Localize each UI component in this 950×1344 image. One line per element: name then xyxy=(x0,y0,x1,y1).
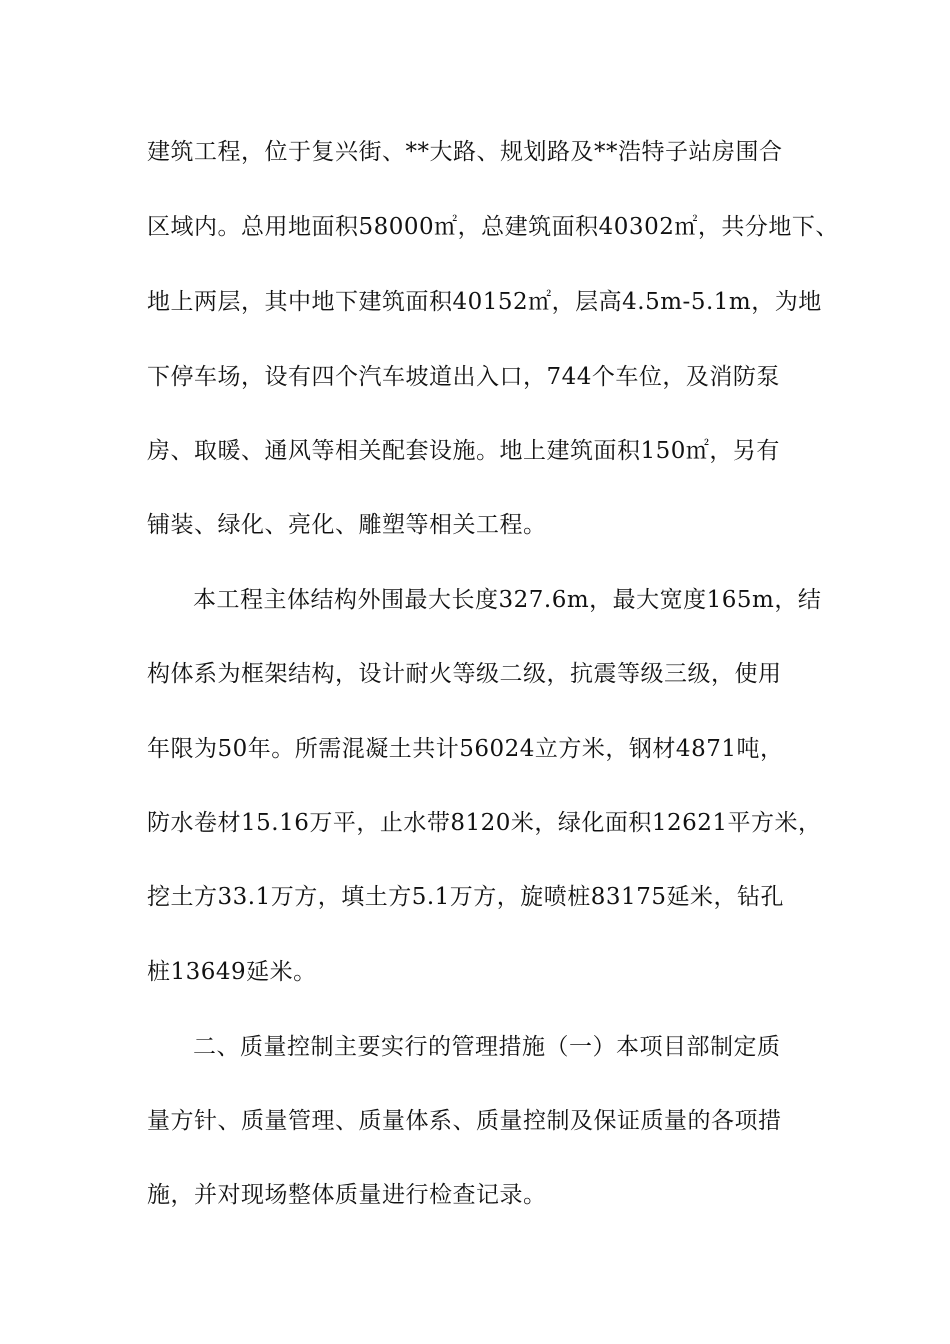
paragraph-2-line-5: 挖土方33.1万方，填土方5.1万方，旋喷桩83175延米，钻孔 xyxy=(147,884,784,910)
paragraph-1-line-5: 房、取暖、通风等相关配套设施。地上建筑面积150㎡，另有 xyxy=(147,438,780,464)
paragraph-3-line-2: 量方针、质量管理、质量体系、质量控制及保证质量的各项措 xyxy=(147,1108,782,1134)
paragraph-2-line-2: 构体系为框架结构，设计耐火等级二级，抗震等级三级，使用 xyxy=(147,661,782,687)
paragraph-1-line-6: 铺装、绿化、亮化、雕塑等相关工程。 xyxy=(147,512,547,538)
paragraph-2-line-1: 本工程主体结构外围最大长度327.6m，最大宽度165m，结 xyxy=(193,587,822,613)
paragraph-1-line-1: 建筑工程，位于复兴街、**大路、规划路及**浩特子站房围合 xyxy=(147,139,783,165)
paragraph-2-line-6: 桩13649延米。 xyxy=(147,959,317,985)
paragraph-2-line-3: 年限为50年。所需混凝土共计56024立方米，钢材4871吨， xyxy=(147,736,784,762)
paragraph-2-line-4: 防水卷材15.16万平，止水带8120米，绿化面积12621平方米， xyxy=(147,810,822,836)
paragraph-1-line-3: 地上两层，其中地下建筑面积40152㎡，层高4.5m-5.1m，为地 xyxy=(147,289,822,315)
paragraph-3-line-3: 施，并对现场整体质量进行检查记录。 xyxy=(147,1182,547,1208)
paragraph-3-line-1: 二、质量控制主要实行的管理措施（一）本项目部制定质 xyxy=(193,1034,781,1060)
paragraph-1-line-2: 区域内。总用地面积58000㎡，总建筑面积40302㎡，共分地下、 xyxy=(147,214,839,240)
paragraph-1-line-4: 下停车场，设有四个汽车坡道出入口，744个车位，及消防泵 xyxy=(147,364,780,390)
